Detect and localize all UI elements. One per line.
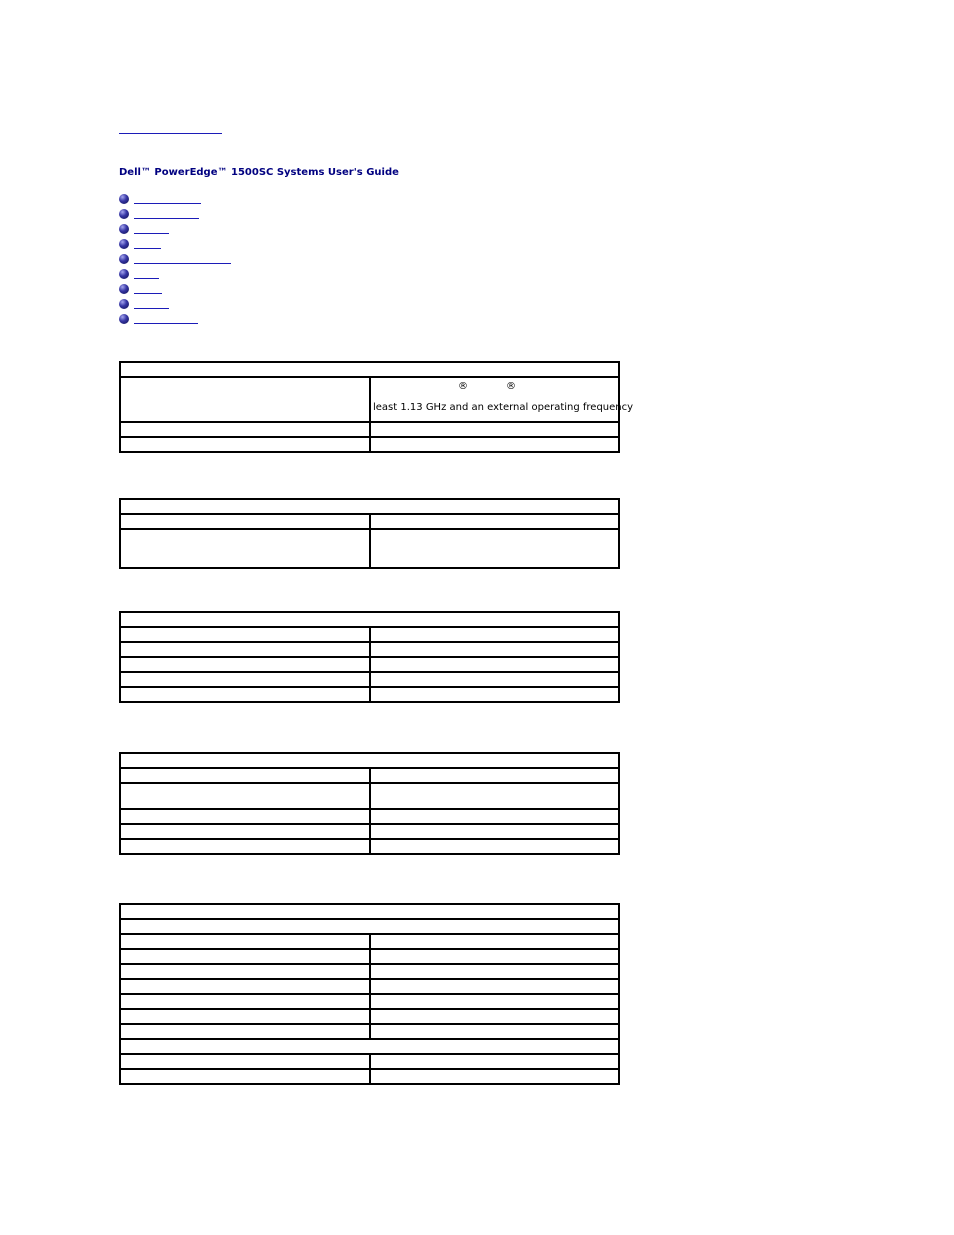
table-row	[120, 809, 619, 824]
bullet-icon	[119, 224, 129, 234]
toc-link-6[interactable]	[134, 267, 159, 279]
page-title: Dell™ PowerEdge™ 1500SC Systems User's Guide	[119, 167, 399, 178]
toc-link-4[interactable]	[134, 237, 161, 249]
table-row	[120, 1069, 619, 1084]
spec-table-2	[119, 498, 620, 569]
toc-link-3[interactable]	[134, 222, 169, 234]
table-row	[120, 934, 619, 949]
table-row	[120, 964, 619, 979]
back-to-contents-link[interactable]	[119, 122, 222, 134]
table-row	[120, 783, 619, 809]
table-row	[120, 437, 619, 452]
bullet-icon	[119, 314, 129, 324]
registered-mark-2: ®	[506, 381, 516, 392]
registered-mark-1: ®	[458, 381, 468, 392]
processor-description-cell	[370, 377, 620, 422]
table-row	[120, 949, 619, 964]
table-subheader-row	[120, 919, 619, 934]
table-row	[120, 824, 619, 839]
bullet-icon	[119, 269, 129, 279]
table-header-row	[120, 362, 619, 377]
toc-link-8[interactable]	[134, 297, 169, 309]
bullet-icon	[119, 194, 129, 204]
toc-link-7[interactable]	[134, 282, 162, 294]
spec-table-4	[119, 752, 620, 855]
table-row	[120, 1009, 619, 1024]
table-header-row	[120, 904, 619, 919]
table-row	[120, 422, 619, 437]
table-header-row	[120, 612, 619, 627]
table-header-row	[120, 499, 619, 514]
toc-link-2[interactable]	[134, 207, 199, 219]
table-row	[120, 1024, 619, 1039]
spec-table-5	[119, 903, 620, 1085]
table-subheader-row	[120, 1039, 619, 1054]
table-row	[120, 839, 619, 854]
bullet-icon	[119, 299, 129, 309]
bullet-icon	[119, 239, 129, 249]
toc-link-9[interactable]	[134, 312, 198, 324]
table-row	[120, 1054, 619, 1069]
table-row	[120, 657, 619, 672]
spec-table-3	[119, 611, 620, 703]
table-row	[120, 627, 619, 642]
table-row	[120, 514, 619, 529]
table-row	[120, 979, 619, 994]
table-row	[120, 672, 619, 687]
table-row	[120, 994, 619, 1009]
table-row	[120, 768, 619, 783]
table-row	[120, 642, 619, 657]
table-row	[120, 377, 619, 422]
table-row	[120, 529, 619, 568]
toc-link-1[interactable]	[134, 192, 201, 204]
bullet-icon	[119, 284, 129, 294]
processor-frequency-text: least 1.13 GHz and an external operating frequency	[373, 402, 634, 413]
bullet-icon	[119, 209, 129, 219]
table-header-row	[120, 753, 619, 768]
table-row	[120, 687, 619, 702]
bullet-icon	[119, 254, 129, 264]
toc-link-5[interactable]	[134, 252, 231, 264]
